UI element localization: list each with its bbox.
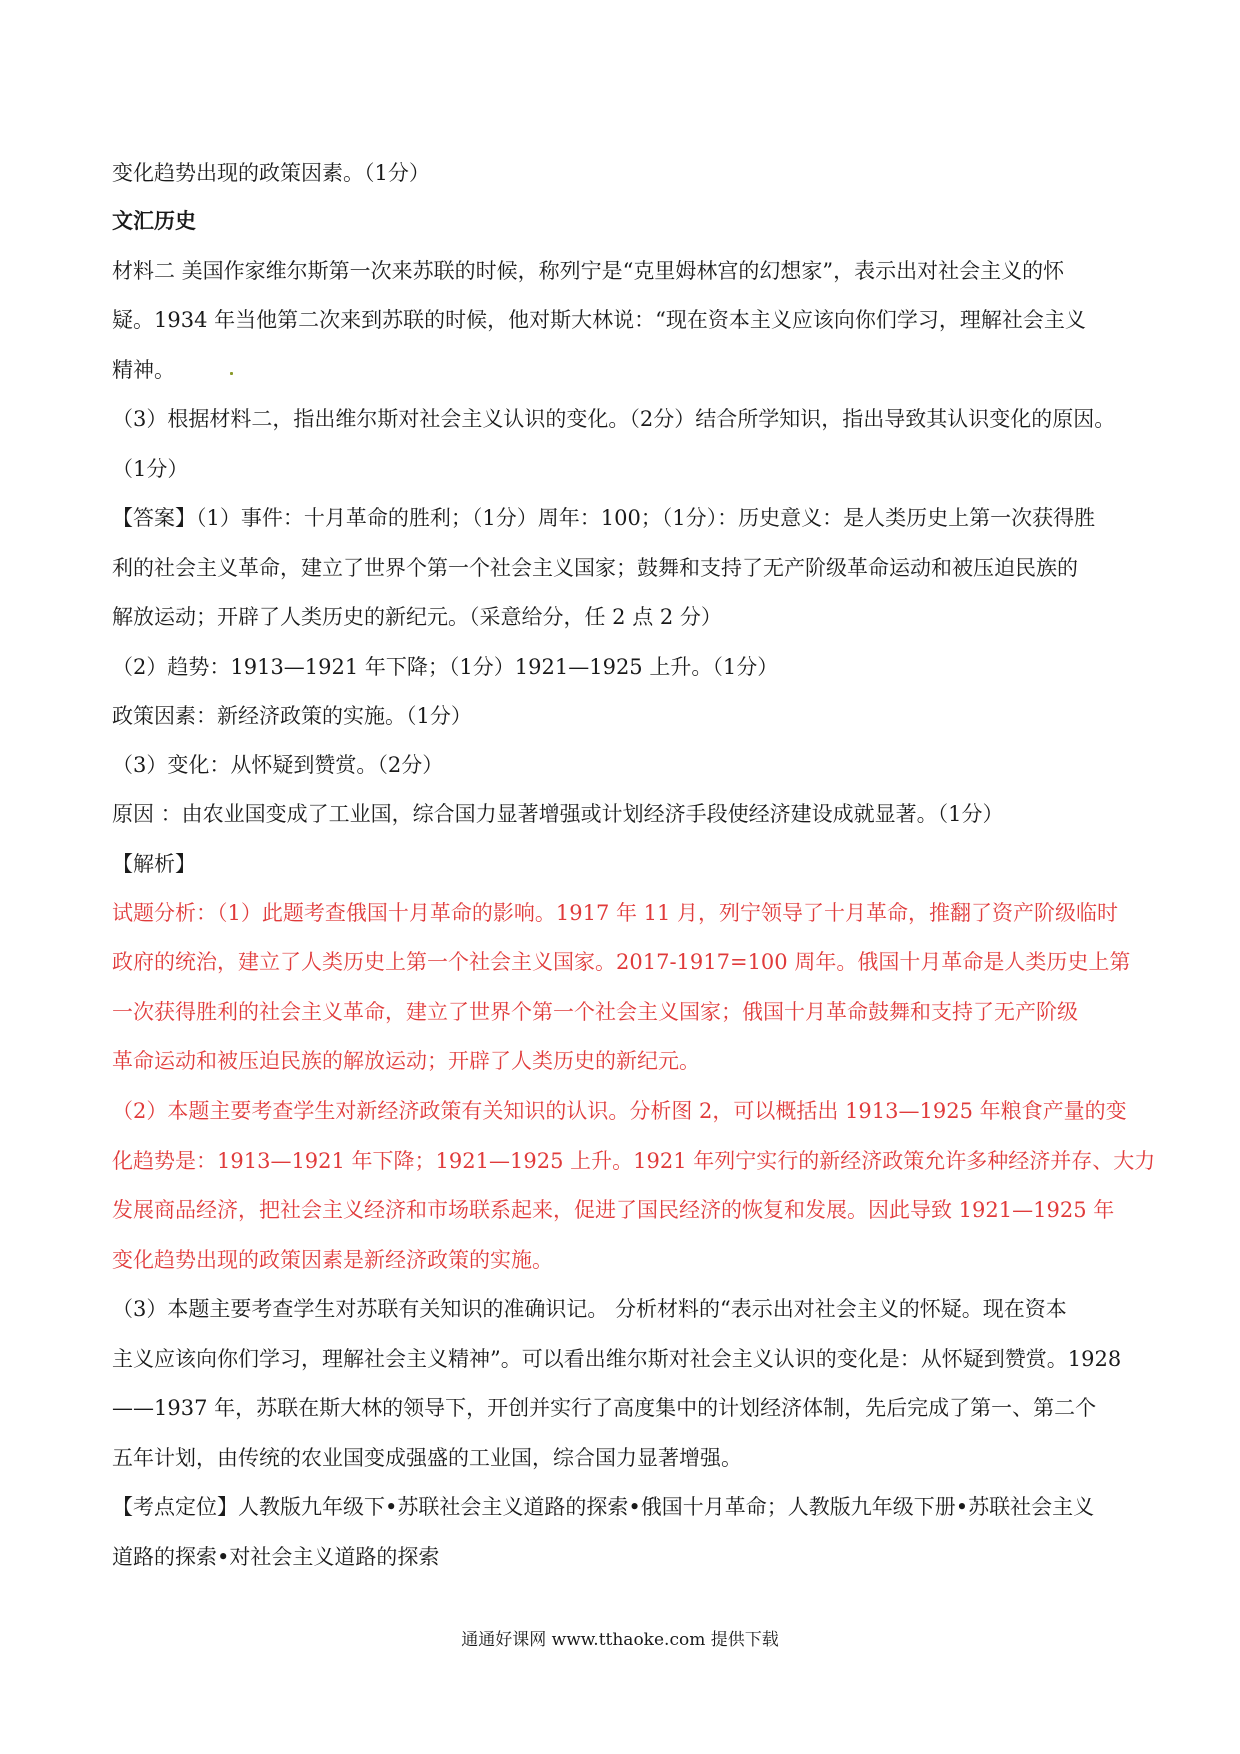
answer-line: 解放运动；开辟了人类历史的新纪元。（采意给分，任 2 点 2 分） xyxy=(112,605,722,629)
analysis-line: （2）本题主要考查学生对新经济政策有关知识的认识。分析图 2，可以概括出 1913—1925 年粮食产量的变 xyxy=(112,1099,1127,1123)
analysis-line: 政府的统治，建立了人类历史上第一个社会主义国家。2017-1917=100 周年。俄国十月革命是人类历史上第 xyxy=(112,950,1131,974)
text-line: 材料二 美国作家维尔斯第一次来苏联的时候，称列宁是“克里姆林宫的幻想家”，表示出对社会主义的怀 xyxy=(112,259,1065,283)
answer-line: （2）趋势：1913—1921 年下降；（1分）1921—1925 上升。（1分） xyxy=(112,655,779,679)
text-line: 变化趋势出现的政策因素。（1分） xyxy=(112,161,430,185)
analysis-line: 五年计划，由传统的农业国变成强盛的工业国，综合国力显著增强。 xyxy=(112,1446,742,1470)
answer-line: 【答案】（1）事件：十月革命的胜利；（1分）周年：100；（1分）：历史意义：是人类历史上第一次获得胜 xyxy=(112,506,1096,530)
analysis-line: 一次获得胜利的社会主义革命，建立了世界个第一个社会主义国家；俄国十月革命鼓舞和支持了无产阶级 xyxy=(112,1000,1078,1024)
answer-line: 利的社会主义革命，建立了世界个第一个社会主义国家；鼓舞和支持了无产阶级革命运动和被压迫民族的 xyxy=(112,556,1078,580)
analysis-line: 革命运动和被压迫民族的解放运动；开辟了人类历史的新纪元。 xyxy=(112,1049,700,1073)
answer-line: 政策因素：新经济政策的实施。（1分） xyxy=(112,704,472,728)
question-line: （3）根据材料二，指出维尔斯对社会主义认识的变化。（2分）结合所学知识，指出导致其认识变化的原因。 xyxy=(112,407,1116,431)
analysis-line: 主义应该向你们学习，理解社会主义精神”。可以看出维尔斯对社会主义认识的变化是：从怀疑到赞赏。1928 xyxy=(112,1347,1122,1371)
text-line: 疑。1934 年当他第二次来到苏联的时候，他对斯大林说：“现在资本主义应该向你们学习，理解社会主义 xyxy=(112,308,1086,332)
analysis-line: 化趋势是：1913—1921 年下降；1921—1925 上升。1921 年列宁实行的新经济政策允许多种经济并存、大力 xyxy=(112,1149,1156,1173)
stray-mark xyxy=(230,372,233,375)
question-line: （1分） xyxy=(112,457,189,481)
analysis-heading: 【解析】 xyxy=(112,852,196,876)
analysis-line: ——1937 年，苏联在斯大林的领导下，开创并实行了高度集中的计划经济体制，先后完成了第一、第二个 xyxy=(112,1396,1097,1420)
analysis-line: （3）本题主要考查学生对苏联有关知识的准确识记。 分析材料的“表示出对社会主义的怀疑。现在资本 xyxy=(112,1297,1067,1321)
section-heading: 文汇历史 xyxy=(112,209,196,233)
page-footer: 通通好课网 www.tthaoke.com 提供下载 xyxy=(461,1630,779,1650)
answer-line: （3）变化：从怀疑到赞赏。（2分） xyxy=(112,753,444,777)
topic-line: 【考点定位】人教版九年级下•苏联社会主义道路的探索•俄国十月革命；人教版九年级下册•苏联社会主义 xyxy=(112,1495,1095,1519)
analysis-line: 发展商品经济，把社会主义经济和市场联系起来，促进了国民经济的恢复和发展。因此导致 1921—1925 年 xyxy=(112,1198,1115,1222)
analysis-line: 试题分析：（1）此题考查俄国十月革命的影响。1917 年 11 月，列宁领导了十月革命，推翻了资产阶级临时 xyxy=(112,901,1119,925)
topic-line: 道路的探索•对社会主义道路的探索 xyxy=(112,1545,440,1569)
answer-line: 原因 ：由农业国变成了工业国，综合国力显著增强或计划经济手段使经济建设成就显著。（1分） xyxy=(112,802,1004,826)
analysis-line: 变化趋势出现的政策因素是新经济政策的实施。 xyxy=(112,1248,553,1272)
text-line: 精神。 xyxy=(112,358,175,382)
